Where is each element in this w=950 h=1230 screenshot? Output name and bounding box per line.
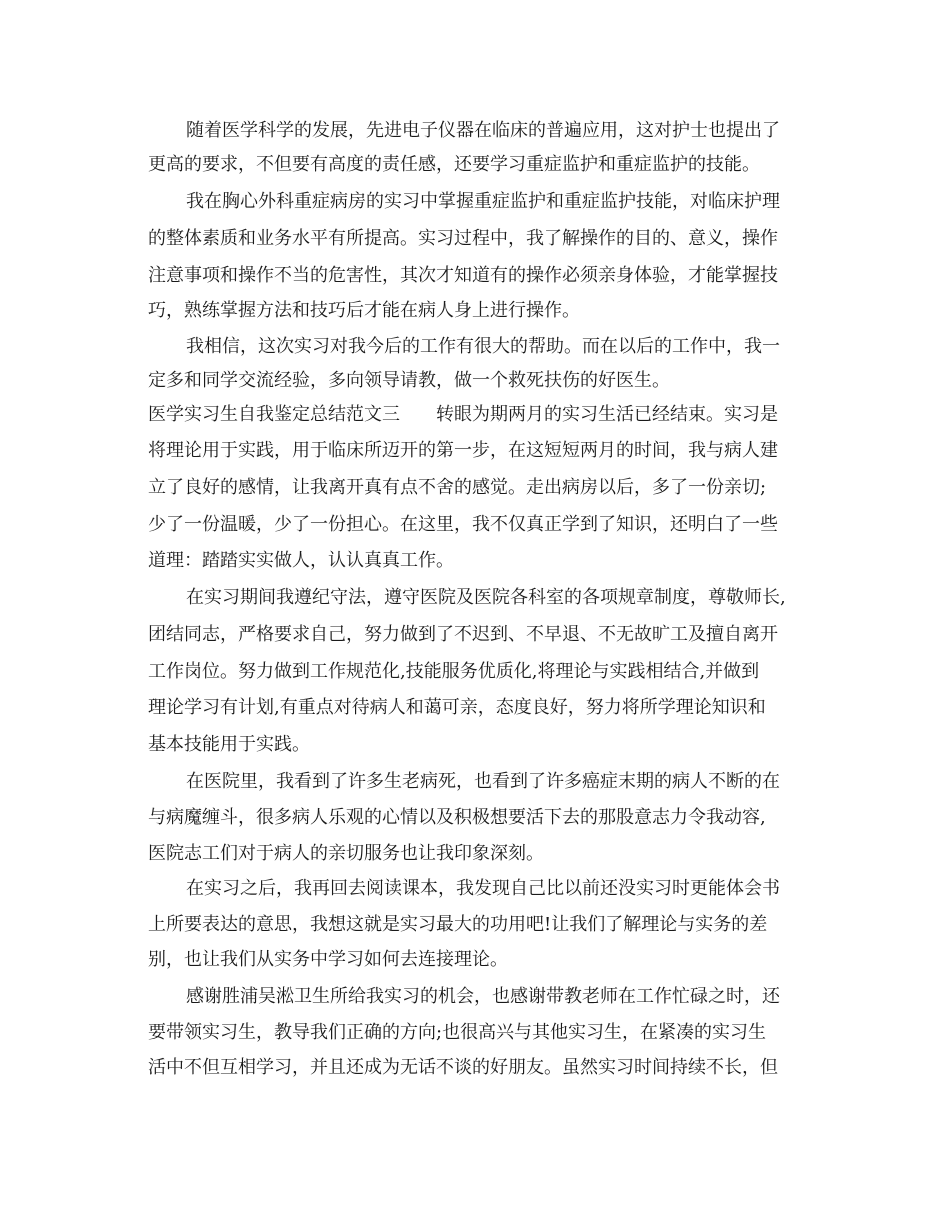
text-line: 在医院里，我看到了许多生老病死，也看到了许多癌症末期的病人不断的在	[186, 771, 780, 792]
text-line: 少了一份温暖，少了一份担心。在这里，我不仅真正学到了知识，还明白了一些	[148, 514, 778, 535]
section-heading-line: 医学实习生自我鉴定总结范文三 转眼为期两月的实习生活已经结束。实习是	[148, 404, 778, 425]
text-line: 别，也让我们从实务中学习如何去连接理论。	[148, 949, 508, 970]
text-line: 的整体素质和业务水平有所提高。实习过程中，我了解操作的目的、意义，操作	[148, 228, 778, 249]
text-line: 感谢胜浦吴淞卫生所给我实习的机会，也感谢带教老师在工作忙碌之时，还	[186, 986, 780, 1007]
text-line: 与病魔缠斗，很多病人乐观的心情以及积极想要活下去的那股意志力令我动容,	[148, 807, 766, 828]
text-line: 基本技能用于实践。	[148, 734, 310, 755]
text-line: 随着医学科学的发展，先进电子仪器在临床的普遍应用，这对护士也提出了	[186, 120, 780, 141]
text-line: 立了良好的感情，让我离开真有点不舍的感觉。走出病房以后，多了一份亲切;	[148, 477, 767, 498]
text-line: 上所要表达的意思，我想这就是实习最大的功用吧!让我们了解理论与实务的差	[148, 914, 768, 935]
text-line: 更高的要求，不但要有高度的责任感，还要学习重症监护和重症监护的技能。	[148, 154, 760, 175]
text-line: 将理论用于实践，用于临床所迈开的第一步，在这短短两月的时间，我与病人建	[148, 440, 778, 461]
text-line: 工作岗位。努力做到工作规范化,技能服务优质化,将理论与实践相结合,并做到	[148, 661, 760, 682]
text-line: 医院志工们对于病人的亲切服务也让我印象深刻。	[148, 843, 544, 864]
text-line: 要带领实习生，教导我们正确的方向;也很高兴与其他实习生，在紧凑的实习生	[148, 1022, 767, 1043]
text-line: 在实习之后，我再回去阅读课本，我发现自己比以前还没实习时更能体会书	[186, 878, 780, 899]
text-line: 我相信，这次实习对我今后的工作有很大的帮助。而在以后的工作中，我一	[186, 336, 780, 357]
text-line: 团结同志，严格要求自己，努力做到了不迟到、不早退、不无故旷工及擅自离开	[148, 624, 778, 645]
text-line: 理论学习有计划,有重点对待病人和蔼可亲，态度良好，努力将所学理论知识和	[148, 697, 766, 718]
text-line: 道理：踏踏实实做人，认认真真工作。	[148, 550, 454, 571]
text-line: 定多和同学交流经验，多向领导请教，做一个救死扶伤的好医生。	[148, 370, 670, 391]
text-line: 巧，熟练掌握方法和技巧后才能在病人身上进行操作。	[148, 300, 580, 321]
text-line: 我在胸心外科重症病房的实习中掌握重症监护和重症监护技能，对临床护理	[186, 191, 780, 212]
text-line: 活中不但互相学习，并且还成为无话不谈的好朋友。虽然实习时间持续不长，但	[148, 1057, 778, 1078]
text-line: 在实习期间我遵纪守法，遵守医院及医院各科室的各项规章制度，尊敬师长,	[186, 587, 786, 608]
text-line: 注意事项和操作不当的危害性，其次才知道有的操作必须亲身体验，才能掌握技	[148, 265, 778, 286]
